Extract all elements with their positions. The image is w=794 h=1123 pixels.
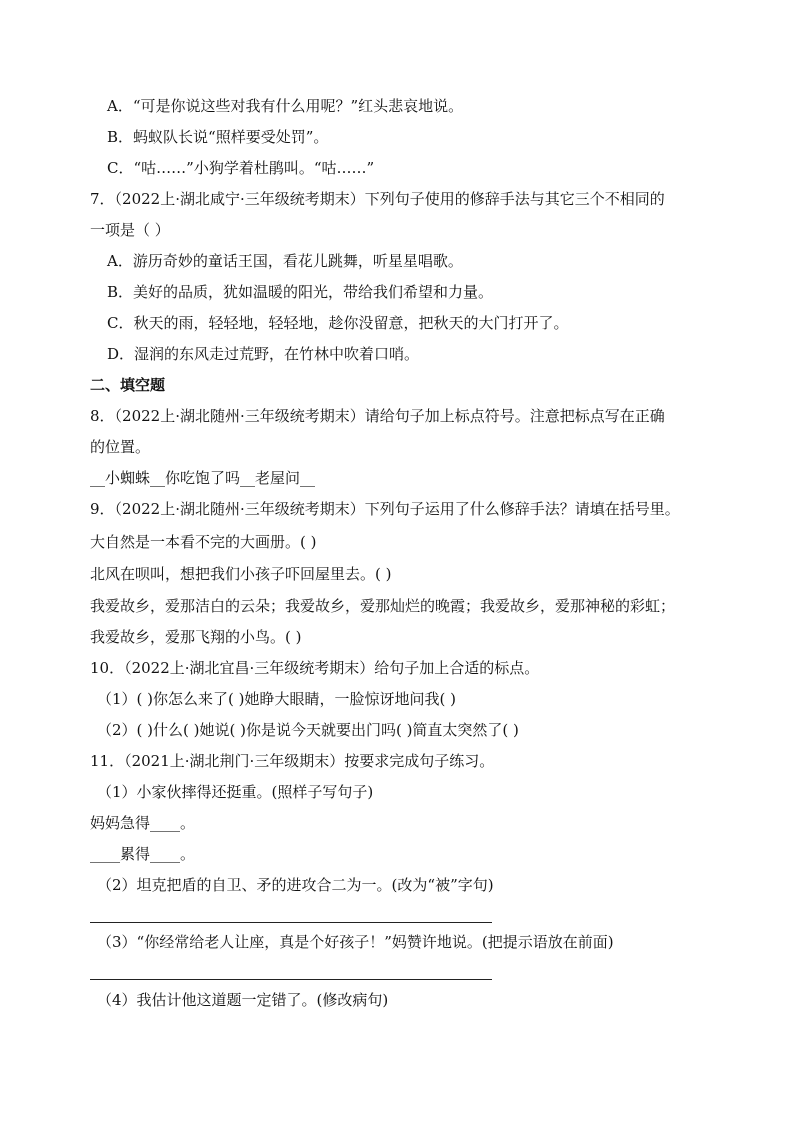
q7-option-c: C．秋天的雨，轻轻地，轻轻地，趁你没留意，把秋天的大门打开了。: [107, 314, 569, 332]
q6-option-c: C．“咕……”小狗学着杜鹃叫。“咕……”: [107, 159, 375, 177]
section-title: 二、填空题: [90, 376, 166, 394]
q6-option-a: A．“可是你说这些对我有什么用呢？”红头悲哀地说。: [107, 97, 464, 115]
q8-stem-line1: 8．（2022上·湖北随州·三年级统考期末）请给句子加上标点符号。注意把标点写在正确: [90, 407, 665, 425]
q11-part1: （1）小家伙摔得还挺重。(照样子写句子): [97, 783, 374, 801]
q11-stem: 11．（2021上·湖北荆门·三年级期末）按要求完成句子练习。: [90, 752, 495, 770]
q11-part1-a: 妈妈急得____。: [90, 814, 196, 832]
q11-part1-b: ____累得____。: [90, 845, 196, 863]
q9-sentence-3-line1: 我爱故乡，爱那洁白的云朵；我爱故乡，爱那灿烂的晚霞；我爱故乡，爱那神秘的彩虹；: [90, 597, 676, 615]
q7-option-d: D．湿润的东风走过荒野，在竹林中吹着口哨。: [107, 345, 420, 363]
q7-option-b: B．美好的品质，犹如温暖的阳光，带给我们希望和力量。: [107, 283, 494, 301]
q11-part3-answer-line[interactable]: [90, 979, 492, 980]
q10-stem: 10．（2022上·湖北宜昌·三年级统考期末）给句子加上合适的标点。: [90, 659, 540, 677]
q9-sentence-1: 大自然是一本看不完的大画册。( ): [90, 533, 317, 551]
q7-stem-line2: 一项是（ ）: [90, 221, 170, 239]
q11-part3: （3）“你经常给老人让座，真是个好孩子！”妈赞许地说。(把提示语放在前面): [97, 933, 614, 951]
q7-stem-line1: 7．（2022上·湖北咸宁·三年级统考期末）下列句子使用的修辞手法与其它三个不相同的: [90, 190, 665, 208]
q9-stem: 9．（2022上·湖北随州·三年级统考期末）下列句子运用了什么修辞手法？请填在括号里。: [90, 500, 680, 518]
q7-option-a: A．游历奇妙的童话王国，看花儿跳舞，听星星唱歌。: [107, 252, 463, 270]
q10-sentence-1: （1）( )你怎么来了( )她睁大眼睛，一脸惊讶地问我( ): [97, 690, 456, 708]
q9-sentence-2: 北风在呗叫，想把我们小孩子吓回屋里去。( ): [90, 565, 392, 583]
q9-sentence-3-line2: 我爱故乡，爱那飞翔的小鸟。( ): [90, 628, 302, 646]
q8-blank-line: __小蜘蛛__你吃饱了吗__老屋问__: [90, 469, 316, 487]
q6-option-b: B．蚂蚁队长说“照样要受处罚”。: [107, 128, 329, 146]
q11-part4: （4）我估计他这道题一定错了。(修改病句): [97, 991, 389, 1009]
q10-sentence-2: （2）( )什么( )她说( )你是说今天就要出门吗( )简直太突然了( ): [97, 721, 519, 739]
q8-stem-line2: 的位置。: [90, 438, 151, 456]
q11-part2: （2）坦克把盾的自卫、矛的进攻合二为一。(改为“被”字句): [97, 876, 494, 894]
q11-part2-answer-line[interactable]: [90, 922, 492, 923]
